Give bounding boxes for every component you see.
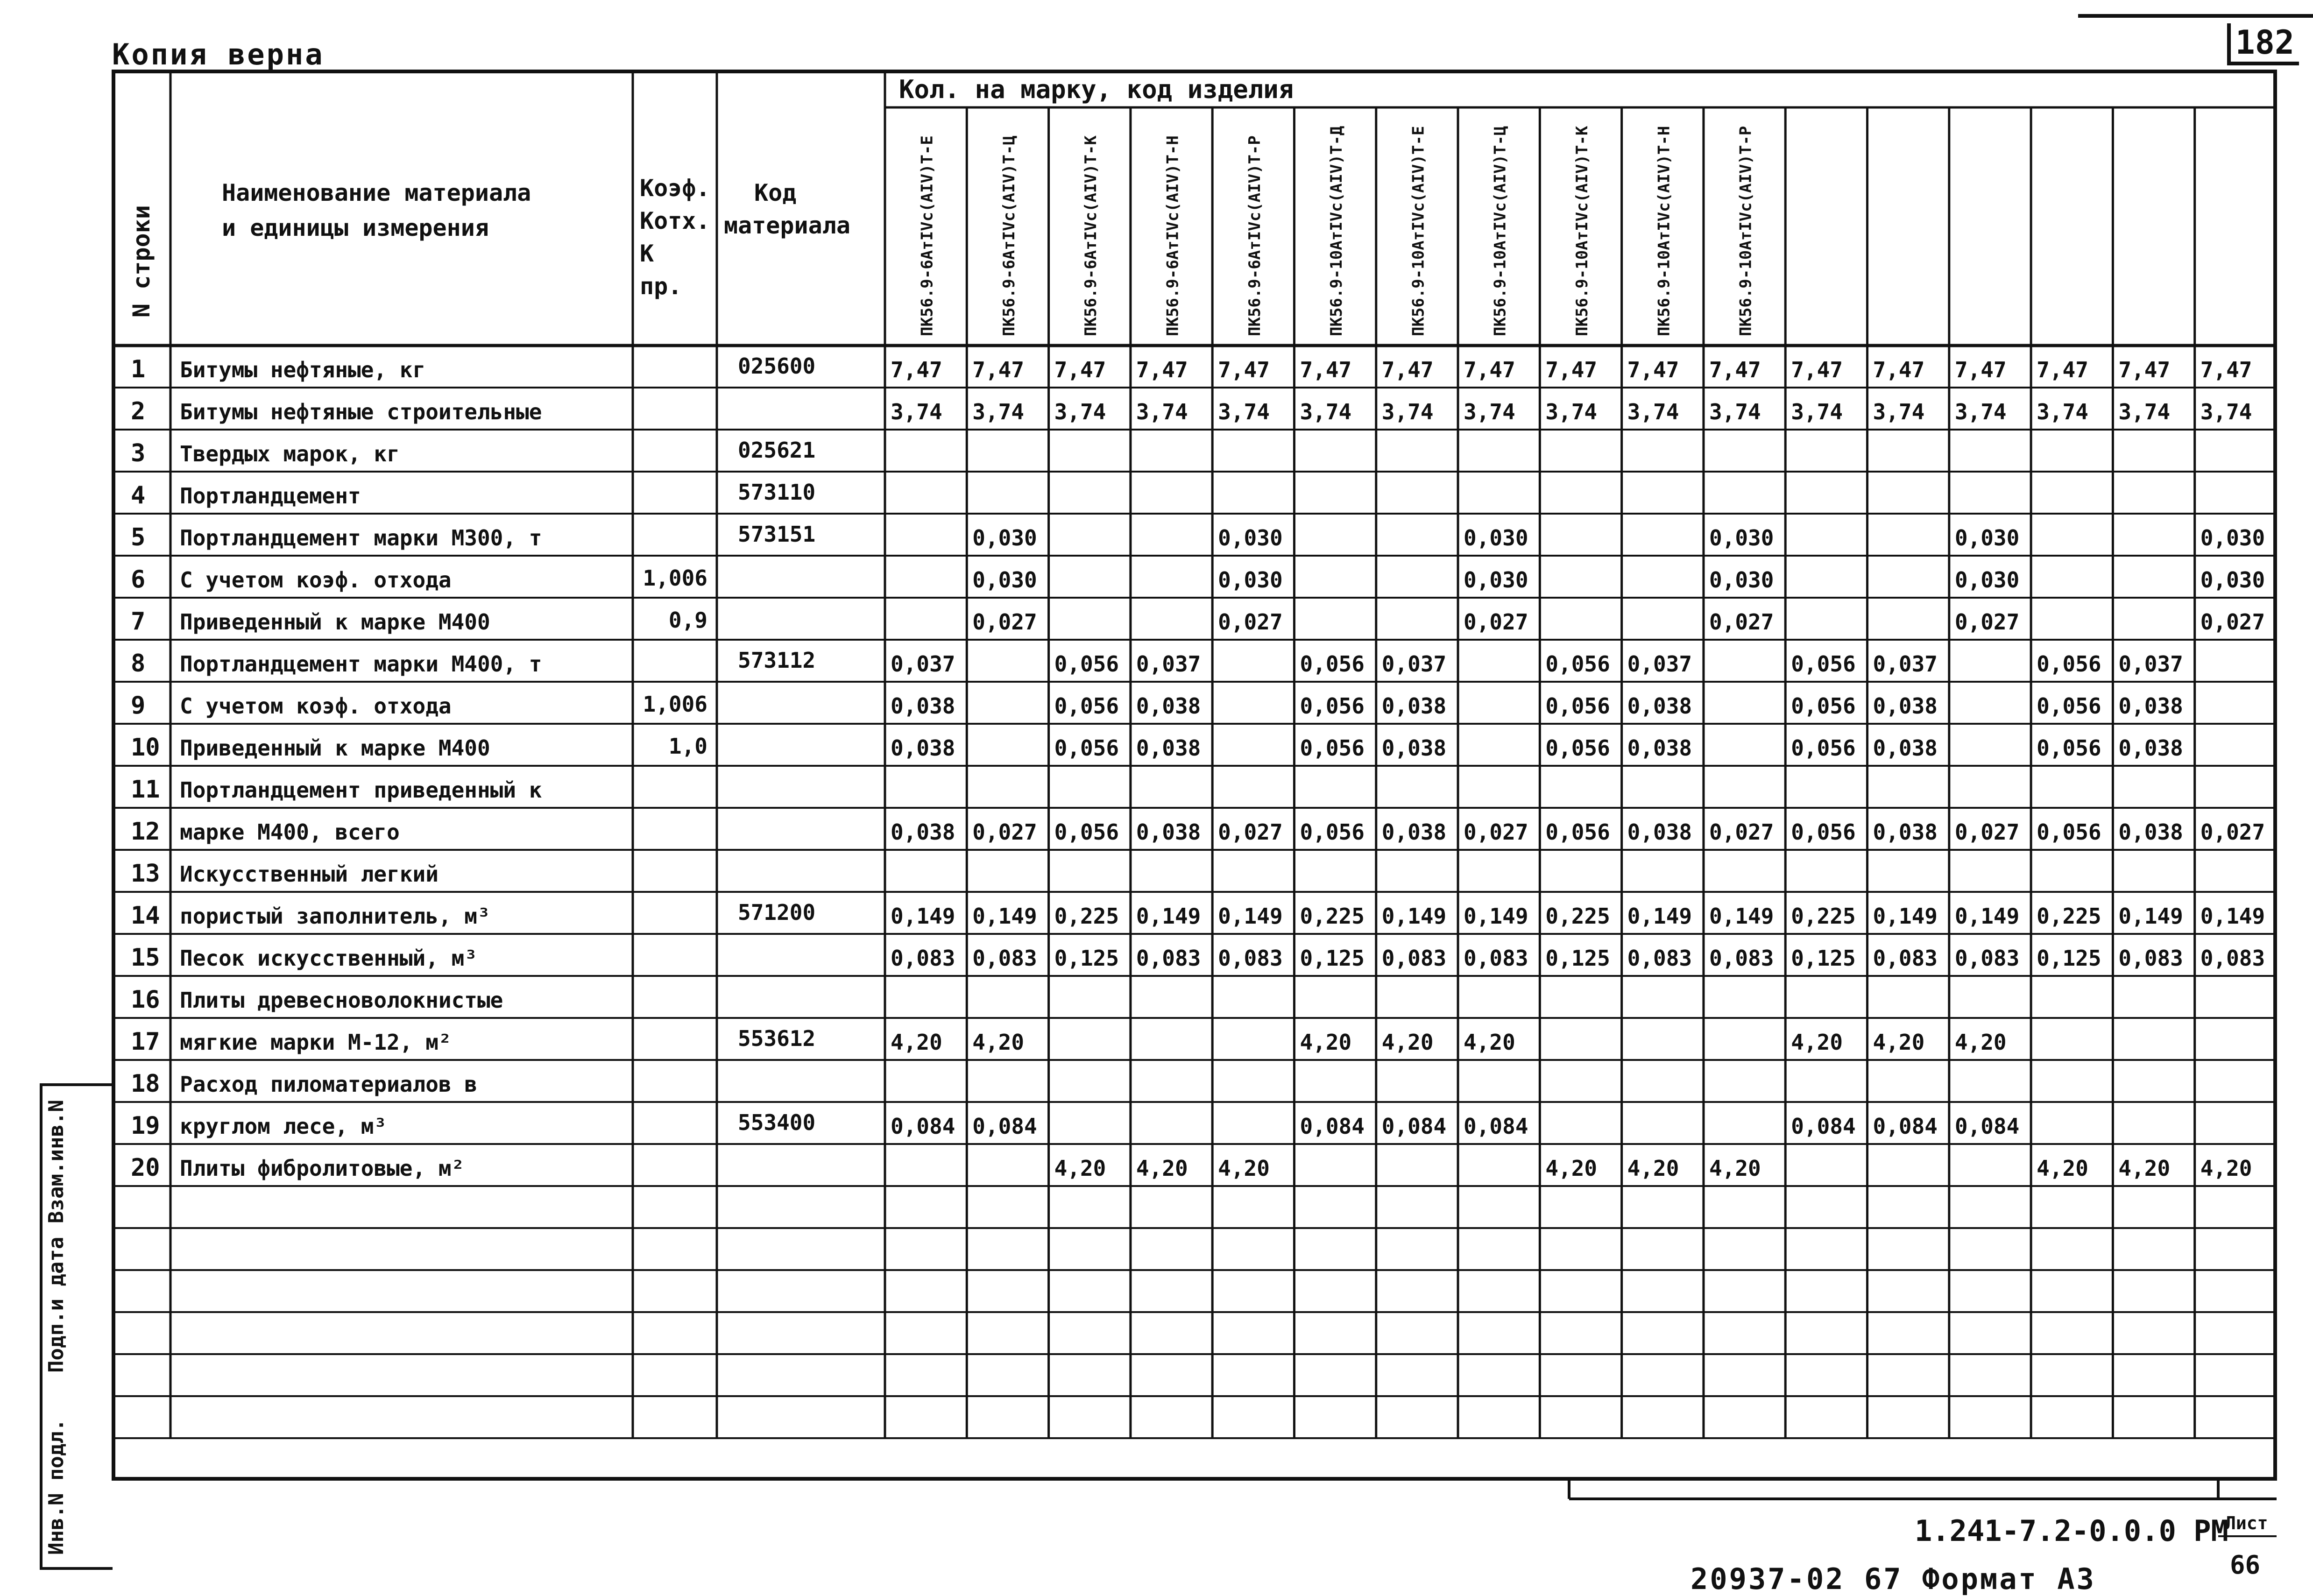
cell-value: 3,74 [891,399,942,424]
stamp-inv-orig: Инв.N подл. [44,1419,68,1555]
cell-value: 0,037 [1627,651,1692,677]
cell-value: 0,056 [1054,693,1119,719]
cell-value: 0,225 [1054,904,1119,929]
product-column-header: ПК56.9-6АтIVс(АIV)Т-Н [1163,135,1182,336]
row-number: 14 [131,902,160,930]
row-coef: 1,006 [643,692,707,717]
cell-value: 4,20 [1054,1156,1106,1181]
row-name: С учетом коэф. отхода [180,567,452,593]
cell-value: 0,083 [1464,946,1528,971]
row-code: 553612 [738,1026,816,1051]
cell-value: 7,47 [1791,357,1843,382]
row-name: Приведенный к марке М400 [180,609,490,635]
cell-value: 0,030 [1954,525,2020,551]
cell-value: 0,037 [1381,651,1447,677]
cell-value: 0,027 [1464,609,1528,635]
cell-value: 0,125 [1791,946,1856,971]
cell-value: 0,037 [2118,651,2183,677]
row-number: 8 [131,650,146,678]
side-stamp-frame [40,1083,113,1570]
cell-value: 3,74 [1300,399,1352,424]
stamp-sign-date: Подп.и дата [44,1236,68,1373]
row-code: 573110 [738,480,816,505]
row-name: круглом лесе, м³ [180,1114,387,1139]
cell-value: 0,084 [1381,1114,1447,1139]
row-number: 19 [131,1112,160,1140]
cell-value: 7,47 [1709,357,1761,382]
cell-value: 0,083 [1381,946,1447,971]
doc-code: 1.241-7.2-0.0.0 РМ [1915,1514,2228,1548]
product-column-header: ПК56.9-10АтIVс(АIV)Т-Р [1736,126,1755,336]
cell-value: 0,125 [1300,946,1365,971]
cell-value: 0,084 [972,1114,1037,1139]
cell-value: 0,149 [1136,904,1201,929]
product-column-header: ПК56.9-6АтIVс(АIV)Т-К [1082,135,1101,336]
product-column-header: ПК56.9-6АтIVс(АIV)Т-Е [918,135,937,336]
cell-value: 0,038 [1381,735,1447,761]
cell-value: 3,74 [1709,399,1761,424]
cell-value: 0,056 [1545,693,1610,719]
cell-value: 7,47 [972,357,1025,382]
cell-value: 7,47 [1136,357,1188,382]
header-name-line1: Наименование материала [222,179,531,206]
cell-value: 3,74 [2118,399,2171,424]
cell-value: 3,74 [1791,399,1843,424]
cell-value: 0,084 [1464,1114,1528,1139]
cell-value: 0,030 [1218,567,1283,593]
cell-value: 4,20 [1954,1030,2007,1055]
row-coef: 0,9 [668,607,707,633]
cell-value: 0,037 [1873,651,1938,677]
cell-value: 0,149 [1954,904,2020,929]
cell-value: 0,038 [2118,735,2183,761]
row-code: 573112 [738,648,816,673]
product-column-header: ПК56.9-6АтIVс(АIV)Т-Р [1245,135,1264,336]
row-name: Портландцемент марки М300, т [180,525,542,551]
cell-value: 0,038 [891,693,955,719]
row-code: 571200 [738,900,816,925]
cell-value: 0,027 [1709,609,1774,635]
header-row-no: N строки [128,205,155,318]
cell-value: 0,056 [1791,819,1856,845]
cell-value: 0,149 [1218,904,1283,929]
cell-value: 0,038 [1627,735,1692,761]
row-name: марке М400, всего [180,819,400,845]
cell-value: 0,037 [1136,651,1201,677]
header-coef: Котх. [640,207,710,234]
cell-value: 0,056 [1545,819,1610,845]
row-name: Приведенный к марке М400 [180,735,490,761]
row-number: 2 [131,397,146,425]
row-code: 573151 [738,522,816,547]
cell-value: 0,038 [1873,819,1938,845]
row-number: 6 [131,565,146,593]
cell-value: 0,038 [1381,819,1447,845]
cell-value: 4,20 [1300,1030,1352,1055]
cell-value: 0,083 [1954,946,2020,971]
cell-value: 0,083 [1136,946,1201,971]
cell-value: 0,038 [1873,693,1938,719]
row-name: Плиты древесноволокнистые [180,988,503,1013]
footer-text: 20937-02 67 Формат А3 [1691,1562,2096,1596]
cell-value: 4,20 [1791,1030,1843,1055]
row-name: Искусственный легкий [180,862,439,887]
row-code: 025600 [738,353,816,379]
cell-value: 0,056 [2037,735,2101,761]
cell-value: 0,056 [2037,651,2101,677]
stamp-inv-replace: Взам.инв.N [44,1100,68,1223]
cell-value: 0,225 [1300,904,1365,929]
row-coef: 1,006 [643,565,707,591]
cell-value: 3,74 [1136,399,1188,424]
cell-value: 3,74 [1381,399,1434,424]
cell-value: 0,038 [891,819,955,845]
cell-value: 7,47 [1545,357,1598,382]
cell-value: 0,225 [1545,904,1610,929]
cell-value: 4,20 [2200,1156,2252,1181]
cell-value: 7,47 [1464,357,1515,382]
cell-value: 0,037 [891,651,955,677]
cell-value: 0,084 [1873,1114,1938,1139]
cell-value: 0,030 [1709,567,1774,593]
cell-value: 0,038 [1136,819,1201,845]
cell-value: 0,149 [891,904,955,929]
cell-value: 0,125 [1054,946,1119,971]
row-name: Песок искусственный, м³ [180,946,477,971]
row-name: Битумы нефтяные, кг [180,357,426,382]
cell-value: 7,47 [1381,357,1434,382]
header-coef: К [640,240,654,267]
cell-value: 0,149 [1627,904,1692,929]
cell-value: 0,027 [1218,609,1283,635]
cell-value: 0,038 [2118,819,2183,845]
row-number: 4 [131,481,146,509]
row-number: 13 [131,860,160,888]
cell-value: 0,027 [1954,609,2020,635]
row-number: 3 [131,439,146,467]
cell-value: 0,030 [1218,525,1283,551]
row-number: 17 [131,1028,160,1056]
row-number: 9 [131,692,146,720]
cell-value: 0,149 [1381,904,1447,929]
cell-value: 0,030 [1709,525,1774,551]
row-name: Портландцемент приведенный к [180,777,542,803]
cell-value: 0,038 [1136,735,1201,761]
product-column-header: ПК56.9-10АтIVс(АIV)Т-Н [1655,126,1674,336]
row-name: Портландцемент [180,483,361,508]
cell-value: 7,47 [1054,357,1106,382]
product-column-header: ПК56.9-10АтIVс(АIV)Т-Е [1409,126,1428,336]
cell-value: 3,74 [1954,399,2007,424]
cell-value: 0,083 [1218,946,1283,971]
cell-value: 4,20 [1627,1156,1679,1181]
cell-value: 0,056 [1054,651,1119,677]
cell-value: 0,084 [1300,1114,1365,1139]
row-name: Твердых марок, кг [180,441,400,466]
cell-value: 0,056 [1054,819,1119,845]
top-rule [2078,14,2313,18]
cell-value: 0,027 [1709,819,1774,845]
cell-value: 3,74 [1873,399,1925,424]
cell-value: 0,027 [972,609,1037,635]
cell-value: 0,056 [1300,651,1365,677]
row-number: 7 [131,607,146,636]
row-name: Битумы нефтяные строительные [180,399,542,424]
cell-value: 4,20 [1464,1030,1515,1055]
cell-value: 0,030 [1464,567,1528,593]
cell-value: 0,056 [2037,693,2101,719]
cell-value: 0,056 [1791,693,1856,719]
cell-value: 0,027 [2200,609,2265,635]
product-column-header: ПК56.9-10АтIVс(АIV)Т-Ц [1491,126,1510,336]
cell-value: 0,056 [1300,819,1365,845]
row-number: 15 [131,944,160,972]
cell-value: 0,125 [2037,946,2101,971]
cell-value: 7,47 [2200,357,2252,382]
cell-value: 0,027 [972,819,1037,845]
cell-value: 0,056 [1545,651,1610,677]
cell-value: 0,083 [1709,946,1774,971]
cell-value: 0,038 [1627,693,1692,719]
row-number: 11 [131,776,160,804]
row-name: С учетом коэф. отхода [180,693,452,719]
cell-value: 0,030 [1464,525,1528,551]
cell-value: 0,056 [1300,693,1365,719]
cell-value: 0,056 [1054,735,1119,761]
row-number: 1 [131,355,146,383]
page-number: 182 [2227,23,2299,65]
row-number: 12 [131,818,160,846]
cell-value: 0,056 [1791,735,1856,761]
cell-value: 0,084 [1791,1114,1856,1139]
cell-value: 0,038 [1136,693,1201,719]
header-code: материала [724,212,850,239]
cell-value: 4,20 [2118,1156,2171,1181]
cell-value: 0,027 [1464,819,1528,845]
cell-value: 0,125 [1545,946,1610,971]
product-column-header: ПК56.9-10АтIVс(АIV)Т-Д [1327,126,1346,336]
cell-value: 0,083 [2200,946,2265,971]
row-name: Плиты фибролитовые, м² [180,1156,465,1181]
cell-value: 0,083 [1873,946,1938,971]
cell-value: 0,149 [1709,904,1774,929]
row-number: 20 [131,1154,160,1182]
cell-value: 0,225 [2037,904,2101,929]
cell-value: 4,20 [1709,1156,1761,1181]
cell-value: 7,47 [891,357,942,382]
product-column-header: ПК56.9-6АтIVс(АIV)Т-Ц [999,135,1019,336]
cell-value: 4,20 [891,1030,942,1055]
cell-value: 7,47 [1218,357,1270,382]
header-qty-group: Кол. на марку, код изделия [899,75,1294,104]
row-number: 5 [131,523,146,551]
sheet-number: 66 [2230,1550,2261,1580]
cell-value: 0,056 [1545,735,1610,761]
cell-value: 3,74 [972,399,1025,424]
cell-value: 4,20 [1545,1156,1598,1181]
cell-value: 0,038 [1627,819,1692,845]
header-coef: Коэф. [640,175,710,202]
cell-value: 4,20 [1873,1030,1925,1055]
cell-value: 0,030 [972,567,1037,593]
cell-value: 7,47 [2118,357,2171,382]
cell-value: 0,030 [2200,567,2265,593]
cell-value: 3,74 [1464,399,1515,424]
header-coef: пр. [640,273,682,300]
cell-value: 7,47 [2037,357,2088,382]
cell-value: 4,20 [1136,1156,1188,1181]
row-number: 18 [131,1070,160,1098]
cell-value: 3,74 [1545,399,1598,424]
row-number: 16 [131,986,160,1014]
table-frame [113,71,2275,1479]
row-code: 025621 [738,438,816,463]
cell-value: 0,149 [1464,904,1528,929]
cell-value: 3,74 [1627,399,1679,424]
row-name: пористый заполнитель, м³ [180,904,490,929]
row-name: мягкие марки М-12, м² [180,1030,452,1055]
cell-value: 0,084 [891,1114,955,1139]
cell-value: 4,20 [1218,1156,1270,1181]
cell-value: 3,74 [2037,399,2088,424]
row-coef: 1,0 [668,734,707,759]
cell-value: 0,030 [1954,567,2020,593]
product-column-header: ПК56.9-10АтIVс(АIV)Т-К [1573,126,1592,336]
cell-value: 0,083 [972,946,1037,971]
cell-value: 0,225 [1791,904,1856,929]
cell-value: 3,74 [2200,399,2252,424]
cell-value: 4,20 [972,1030,1025,1055]
row-name: Расход пиломатериалов в [180,1072,477,1097]
cell-value: 3,74 [1054,399,1106,424]
cell-value: 0,149 [972,904,1037,929]
cell-value: 0,038 [1381,693,1447,719]
row-name: Портландцемент марки М400, т [180,651,542,677]
copy-note: Копия верна [112,37,325,71]
cell-value: 0,027 [1954,819,2020,845]
cell-value: 0,038 [2118,693,2183,719]
sheet-label: Лист [2225,1513,2268,1533]
cell-value: 0,149 [1873,904,1938,929]
cell-value: 0,056 [1300,735,1365,761]
cell-value: 7,47 [1300,357,1352,382]
cell-value: 0,056 [1791,651,1856,677]
cell-value: 7,47 [1627,357,1679,382]
cell-value: 0,083 [1627,946,1692,971]
row-number: 10 [131,734,160,762]
cell-value: 4,20 [2037,1156,2088,1181]
cell-value: 0,027 [2200,819,2265,845]
cell-value: 0,027 [1218,819,1283,845]
header-code: Код [754,179,797,206]
cell-value: 0,030 [2200,525,2265,551]
cell-value: 3,74 [1218,399,1270,424]
cell-value: 4,20 [1381,1030,1434,1055]
header-name-line2: и единицы измерения [222,214,489,241]
cell-value: 0,038 [1873,735,1938,761]
cell-value: 0,038 [891,735,955,761]
cell-value: 0,083 [2118,946,2183,971]
cell-value: 0,149 [2200,904,2265,929]
cell-value: 7,47 [1873,357,1925,382]
cell-value: 0,149 [2118,904,2183,929]
row-code: 553400 [738,1110,816,1135]
cell-value: 0,084 [1954,1114,2020,1139]
cell-value: 0,083 [891,946,955,971]
cell-value: 0,030 [972,525,1037,551]
cell-value: 0,056 [2037,819,2101,845]
cell-value: 7,47 [1954,357,2007,382]
